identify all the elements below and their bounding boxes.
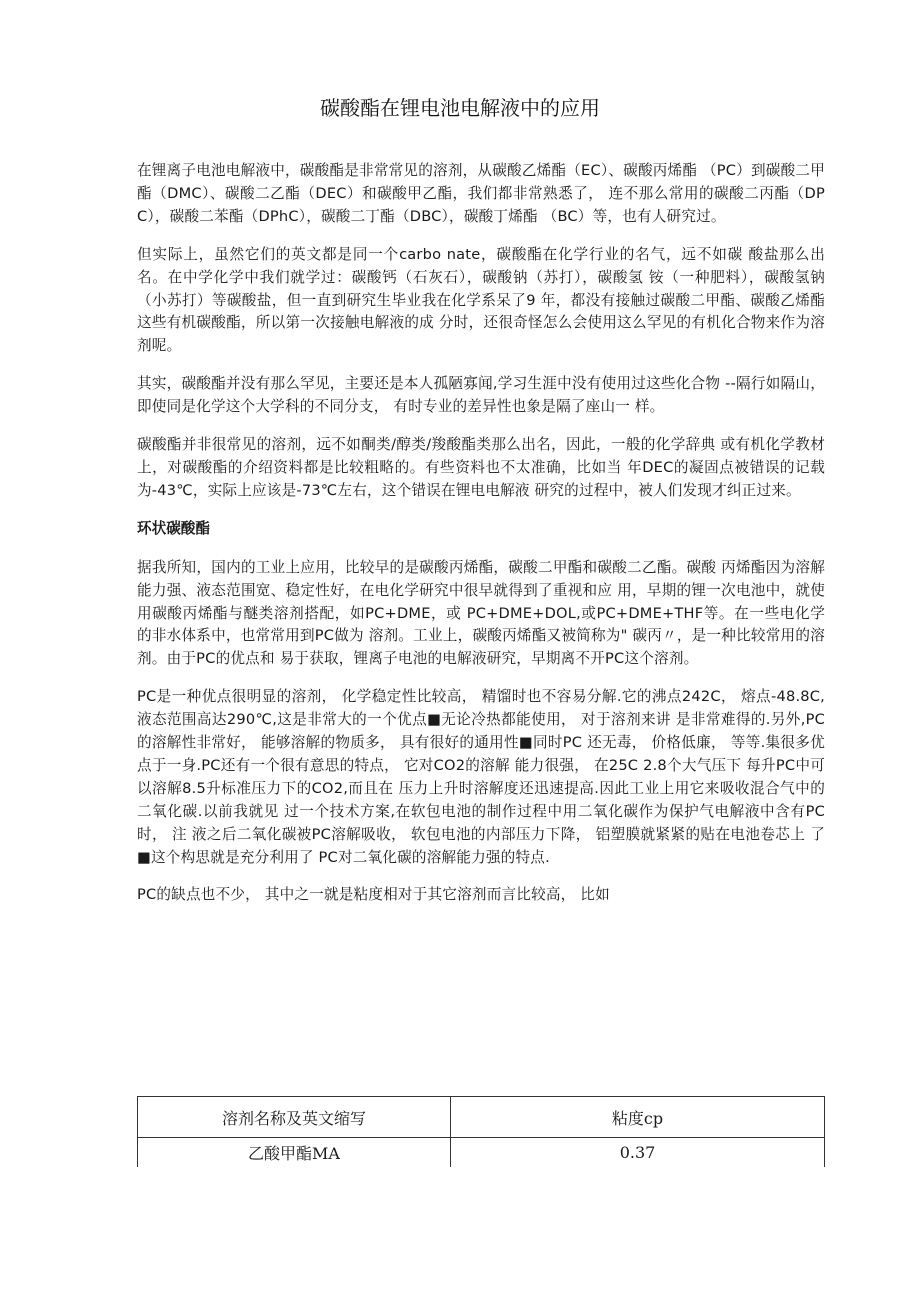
document-body xyxy=(137,160,825,922)
solvent-viscosity-table xyxy=(137,1096,825,1167)
paragraph-carbonate-name: 但实际上，虽然它们的英文都是同一个carbo nate，碳酸酯在化学行业的名气，远不如碳 酸盐那么出名。在中学化学中我们就学过：碳酸钙（石灰石），碳酸钠（苏打），碳酸氢 铵（一种肥料），碳酸氢钠（小苏打）等碳酸盐，但一直到研究生毕业我在化学系呆了9 年，都没有接触过碳酸二甲酯、碳酸乙烯酯这些有机碳酸酯，所以第一次接触电解液的成 分时，还很奇怪怎么会使用这么罕见的有机化合物来作为溶剂呢。 xyxy=(137,245,825,355)
paragraph-intro: 在锂离子电池电解液中，碳酸酯是非常常见的溶剂，从碳酸乙烯酯（EC）、碳酸丙烯酯 （PC）到碳酸二甲酯（DMC）、碳酸二乙酯（DEC）和碳酸甲乙酯，我们都非常熟悉了， 连不那么常用的碳酸二丙酯（DPC），碳酸二苯酯（DPhC），碳酸二丁酯（DBC），碳酸丁烯酯 （BC）等，也有人研究过。 xyxy=(137,162,825,225)
paragraph-pc-drawbacks: PC的缺点也不少， 其中之一就是粘度相对于其它溶剂而言比较高， 比如 xyxy=(137,886,610,904)
table-header-solvent: 溶剂名称及英文缩写 xyxy=(138,1097,451,1138)
paragraph-rarity: 其实，碳酸酯并没有那么罕见，主要还是本人孤陋寡闻,学习生涯中没有使用过这些化合物 --隔行如隔山，即使同是化学这个大学科的不同分支， 有时专业的差异性也象是隔了座山一 样。 xyxy=(137,375,825,416)
table-cell-viscosity: 0.37 xyxy=(451,1138,825,1168)
table-row xyxy=(138,1138,825,1168)
table-header-viscosity: 粘度cp xyxy=(451,1097,825,1138)
table-cell-solvent: 乙酸甲酯MA xyxy=(138,1138,451,1168)
section-heading-cyclic-carbonates: 环状碳酸酯 xyxy=(137,519,210,537)
paragraph-references: 碳酸酯并非很常见的溶剂，远不如酮类/醇类/羧酸酯类那么出名，因此，一般的化学辞典 或有机化学教材上，对碳酸酯的介绍资料都是比较粗略的。有些资料也不太准确，比如当 年DEC的凝固点被错误的记载为-43℃，实际上应该是-73℃左右，这个错误在锂电电解液 研究的过程中，被人们发现才纠正过来。 xyxy=(137,436,825,499)
paragraph-industrial-use: 据我所知，国内的工业上应用，比较早的是碳酸丙烯酯，碳酸二甲酯和碳酸二乙酯。碳酸 丙烯酯因为溶解能力强、液态范围宽、稳定性好，在电化学研究中很早就得到了重视和应 用，早期的锂一次电池中，就使用碳酸丙烯酯与醚类溶剂搭配，如PC+DME，或 PC+DME+DOL,或PC+DME+THF等。在一些电化学的非水体系中，也常常用到PC做为 溶剂。工业上，碳酸丙烯酯又被简称为" 碳丙〃，是一种比较常用的溶剂。由于PC的优点和 易于获取，锂离子电池的电解液研究，早期离不开PC这个溶剂。 xyxy=(137,558,825,668)
paragraph-pc-advantages: PC是一种优点很明显的溶剂， 化学稳定性比较高， 精馏时也不容易分解.它的沸点242C， 熔点-48.8C,液态范围高达290℃,这是非常大的一个优点■无论冷热都能使用， 对于溶剂来讲 是非常难得的.另外,PC的溶解性非常好， 能够溶解的物质多， 具有很好的通用性■同时PC 还无毒， 价格低廉， 等等.集很多优点于一身.PC还有一个很有意思的特点， 它对CO2的溶解 能力很强， 在25C 2.8个大气压下 每升PC中可以溶解8.5升标准压力下的CO2,而且在 压力上升时溶解度还迅速提高.因此工业上用它来吸收混合气中的二氧化碳.以前我就见 过一个技术方案,在软包电池的制作过程中用二氧化碳作为保护气电解液中含有PC时， 注 液之后二氧化碳被PC溶解吸收， 软包电池的内部压力下降， 铝塑膜就紧紧的贴在电池卷芯上 了■这个构思就是充分利用了 PC对二氧化碳的溶解能力强的特点. xyxy=(137,688,825,866)
table-header-row xyxy=(138,1097,825,1138)
document-title: 碳酸酯在锂电池电解液中的应用 xyxy=(320,96,600,120)
